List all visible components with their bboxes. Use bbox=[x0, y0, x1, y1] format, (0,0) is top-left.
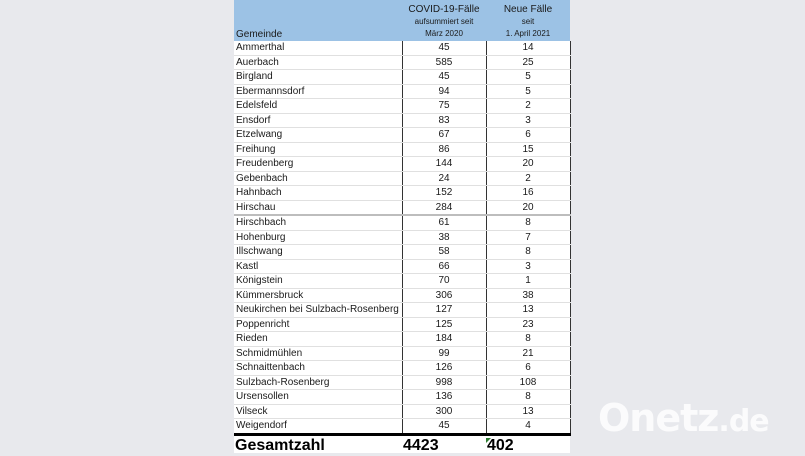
row-gemeinde: Hirschbach bbox=[234, 215, 402, 230]
row-covid-cases: 75 bbox=[402, 99, 486, 114]
row-gemeinde: Sulzbach-Rosenberg bbox=[234, 375, 402, 390]
row-covid-cases: 24 bbox=[402, 171, 486, 186]
row-gemeinde: Illschwang bbox=[234, 245, 402, 260]
row-covid-cases: 306 bbox=[402, 288, 486, 303]
cell-comment-marker bbox=[486, 438, 491, 443]
row-gemeinde: Hahnbach bbox=[234, 186, 402, 201]
total-new-cases: 402 bbox=[486, 434, 570, 456]
covid-table bbox=[234, 0, 571, 456]
header-col2-sub2: 1. April 2021 bbox=[505, 29, 551, 38]
row-gemeinde: Ensdorf bbox=[234, 113, 402, 128]
row-new-cases: 21 bbox=[486, 346, 570, 361]
row-new-cases: 8 bbox=[486, 390, 570, 405]
header-col1-title: COVID-19-Fälle bbox=[408, 4, 480, 15]
table-row bbox=[234, 346, 570, 361]
table-row bbox=[234, 274, 570, 289]
row-gemeinde: Freihung bbox=[234, 142, 402, 157]
row-new-cases: 16 bbox=[486, 186, 570, 201]
row-new-cases: 7 bbox=[486, 230, 570, 245]
row-new-cases: 1 bbox=[486, 274, 570, 289]
table-row bbox=[234, 404, 570, 419]
table-row bbox=[234, 128, 570, 143]
table-row bbox=[234, 84, 570, 99]
row-new-cases: 38 bbox=[486, 288, 570, 303]
table-row bbox=[234, 55, 570, 70]
table-row bbox=[234, 186, 570, 201]
table-row bbox=[234, 390, 570, 405]
table-row bbox=[234, 332, 570, 347]
row-gemeinde: Königstein bbox=[234, 274, 402, 289]
row-gemeinde: Schnaittenbach bbox=[234, 361, 402, 376]
row-new-cases: 20 bbox=[486, 200, 570, 215]
row-new-cases: 108 bbox=[486, 375, 570, 390]
row-new-cases: 6 bbox=[486, 361, 570, 376]
row-gemeinde: Freudenberg bbox=[234, 157, 402, 172]
total-label: Gesamtzahl bbox=[234, 434, 402, 456]
header-col2-title: Neue Fälle bbox=[503, 4, 553, 15]
table-body bbox=[234, 41, 570, 434]
row-covid-cases: 86 bbox=[402, 142, 486, 157]
covid-table-sheet bbox=[234, 0, 570, 453]
table-row bbox=[234, 245, 570, 260]
row-covid-cases: 67 bbox=[402, 128, 486, 143]
total-row bbox=[234, 434, 570, 456]
row-new-cases: 13 bbox=[486, 303, 570, 318]
row-covid-cases: 284 bbox=[402, 200, 486, 215]
row-new-cases: 14 bbox=[486, 41, 570, 55]
header-col2-sub1: seit bbox=[521, 17, 535, 26]
table-row bbox=[234, 259, 570, 274]
row-covid-cases: 45 bbox=[402, 70, 486, 85]
header-new-cases bbox=[486, 0, 570, 41]
table-row bbox=[234, 317, 570, 332]
row-new-cases: 5 bbox=[486, 84, 570, 99]
row-covid-cases: 83 bbox=[402, 113, 486, 128]
table-row bbox=[234, 288, 570, 303]
row-gemeinde: Hirschau bbox=[234, 200, 402, 215]
table-row bbox=[234, 303, 570, 318]
row-gemeinde: Auerbach bbox=[234, 55, 402, 70]
row-new-cases: 5 bbox=[486, 70, 570, 85]
table-header-row bbox=[234, 0, 570, 41]
row-new-cases: 13 bbox=[486, 404, 570, 419]
row-new-cases: 23 bbox=[486, 317, 570, 332]
total-covid-cases: 4423 bbox=[402, 434, 486, 456]
row-covid-cases: 152 bbox=[402, 186, 486, 201]
row-new-cases: 4 bbox=[486, 419, 570, 435]
row-covid-cases: 70 bbox=[402, 274, 486, 289]
table-row bbox=[234, 99, 570, 114]
row-gemeinde: Gebenbach bbox=[234, 171, 402, 186]
table-row bbox=[234, 419, 570, 435]
row-gemeinde: Hohenburg bbox=[234, 230, 402, 245]
row-gemeinde: Ebermannsdorf bbox=[234, 84, 402, 99]
row-covid-cases: 38 bbox=[402, 230, 486, 245]
header-col1-sub1: aufsummiert seit bbox=[414, 17, 474, 26]
row-new-cases: 2 bbox=[486, 99, 570, 114]
row-gemeinde: Vilseck bbox=[234, 404, 402, 419]
row-new-cases: 15 bbox=[486, 142, 570, 157]
row-covid-cases: 94 bbox=[402, 84, 486, 99]
row-new-cases: 8 bbox=[486, 332, 570, 347]
row-new-cases: 20 bbox=[486, 157, 570, 172]
row-covid-cases: 300 bbox=[402, 404, 486, 419]
table-row bbox=[234, 230, 570, 245]
row-covid-cases: 61 bbox=[402, 215, 486, 230]
row-new-cases: 8 bbox=[486, 245, 570, 260]
row-covid-cases: 45 bbox=[402, 41, 486, 55]
table-row bbox=[234, 142, 570, 157]
row-gemeinde: Birgland bbox=[234, 70, 402, 85]
row-gemeinde: Ursensollen bbox=[234, 390, 402, 405]
row-covid-cases: 58 bbox=[402, 245, 486, 260]
row-covid-cases: 66 bbox=[402, 259, 486, 274]
row-covid-cases: 585 bbox=[402, 55, 486, 70]
table-row bbox=[234, 113, 570, 128]
row-gemeinde: Kümmersbruck bbox=[234, 288, 402, 303]
row-covid-cases: 998 bbox=[402, 375, 486, 390]
table-row bbox=[234, 70, 570, 85]
row-new-cases: 2 bbox=[486, 171, 570, 186]
watermark-tld: .de bbox=[718, 404, 769, 439]
row-covid-cases: 184 bbox=[402, 332, 486, 347]
row-new-cases: 8 bbox=[486, 215, 570, 230]
row-gemeinde: Etzelwang bbox=[234, 128, 402, 143]
row-gemeinde: Schmidmühlen bbox=[234, 346, 402, 361]
table-row bbox=[234, 215, 570, 230]
row-covid-cases: 45 bbox=[402, 419, 486, 435]
row-gemeinde: Kastl bbox=[234, 259, 402, 274]
row-covid-cases: 144 bbox=[402, 157, 486, 172]
watermark-brand: Onetz bbox=[598, 396, 719, 440]
row-gemeinde: Rieden bbox=[234, 332, 402, 347]
table-row bbox=[234, 157, 570, 172]
row-covid-cases: 136 bbox=[402, 390, 486, 405]
table-row bbox=[234, 200, 570, 215]
table-row bbox=[234, 361, 570, 376]
row-gemeinde: Poppenricht bbox=[234, 317, 402, 332]
row-covid-cases: 126 bbox=[402, 361, 486, 376]
onetz-watermark-logo bbox=[598, 396, 769, 440]
row-new-cases: 3 bbox=[486, 113, 570, 128]
row-gemeinde: Ammerthal bbox=[234, 41, 402, 55]
header-gemeinde: Gemeinde bbox=[234, 0, 402, 41]
row-gemeinde: Neukirchen bei Sulzbach-Rosenberg bbox=[234, 303, 402, 318]
row-new-cases: 3 bbox=[486, 259, 570, 274]
table-row bbox=[234, 171, 570, 186]
table-row bbox=[234, 41, 570, 55]
row-covid-cases: 125 bbox=[402, 317, 486, 332]
table-row bbox=[234, 375, 570, 390]
row-covid-cases: 127 bbox=[402, 303, 486, 318]
header-col1-sub2: März 2020 bbox=[425, 29, 463, 38]
header-covid-cases bbox=[402, 0, 486, 41]
row-gemeinde: Weigendorf bbox=[234, 419, 402, 435]
row-new-cases: 25 bbox=[486, 55, 570, 70]
row-new-cases: 6 bbox=[486, 128, 570, 143]
row-gemeinde: Edelsfeld bbox=[234, 99, 402, 114]
row-covid-cases: 99 bbox=[402, 346, 486, 361]
